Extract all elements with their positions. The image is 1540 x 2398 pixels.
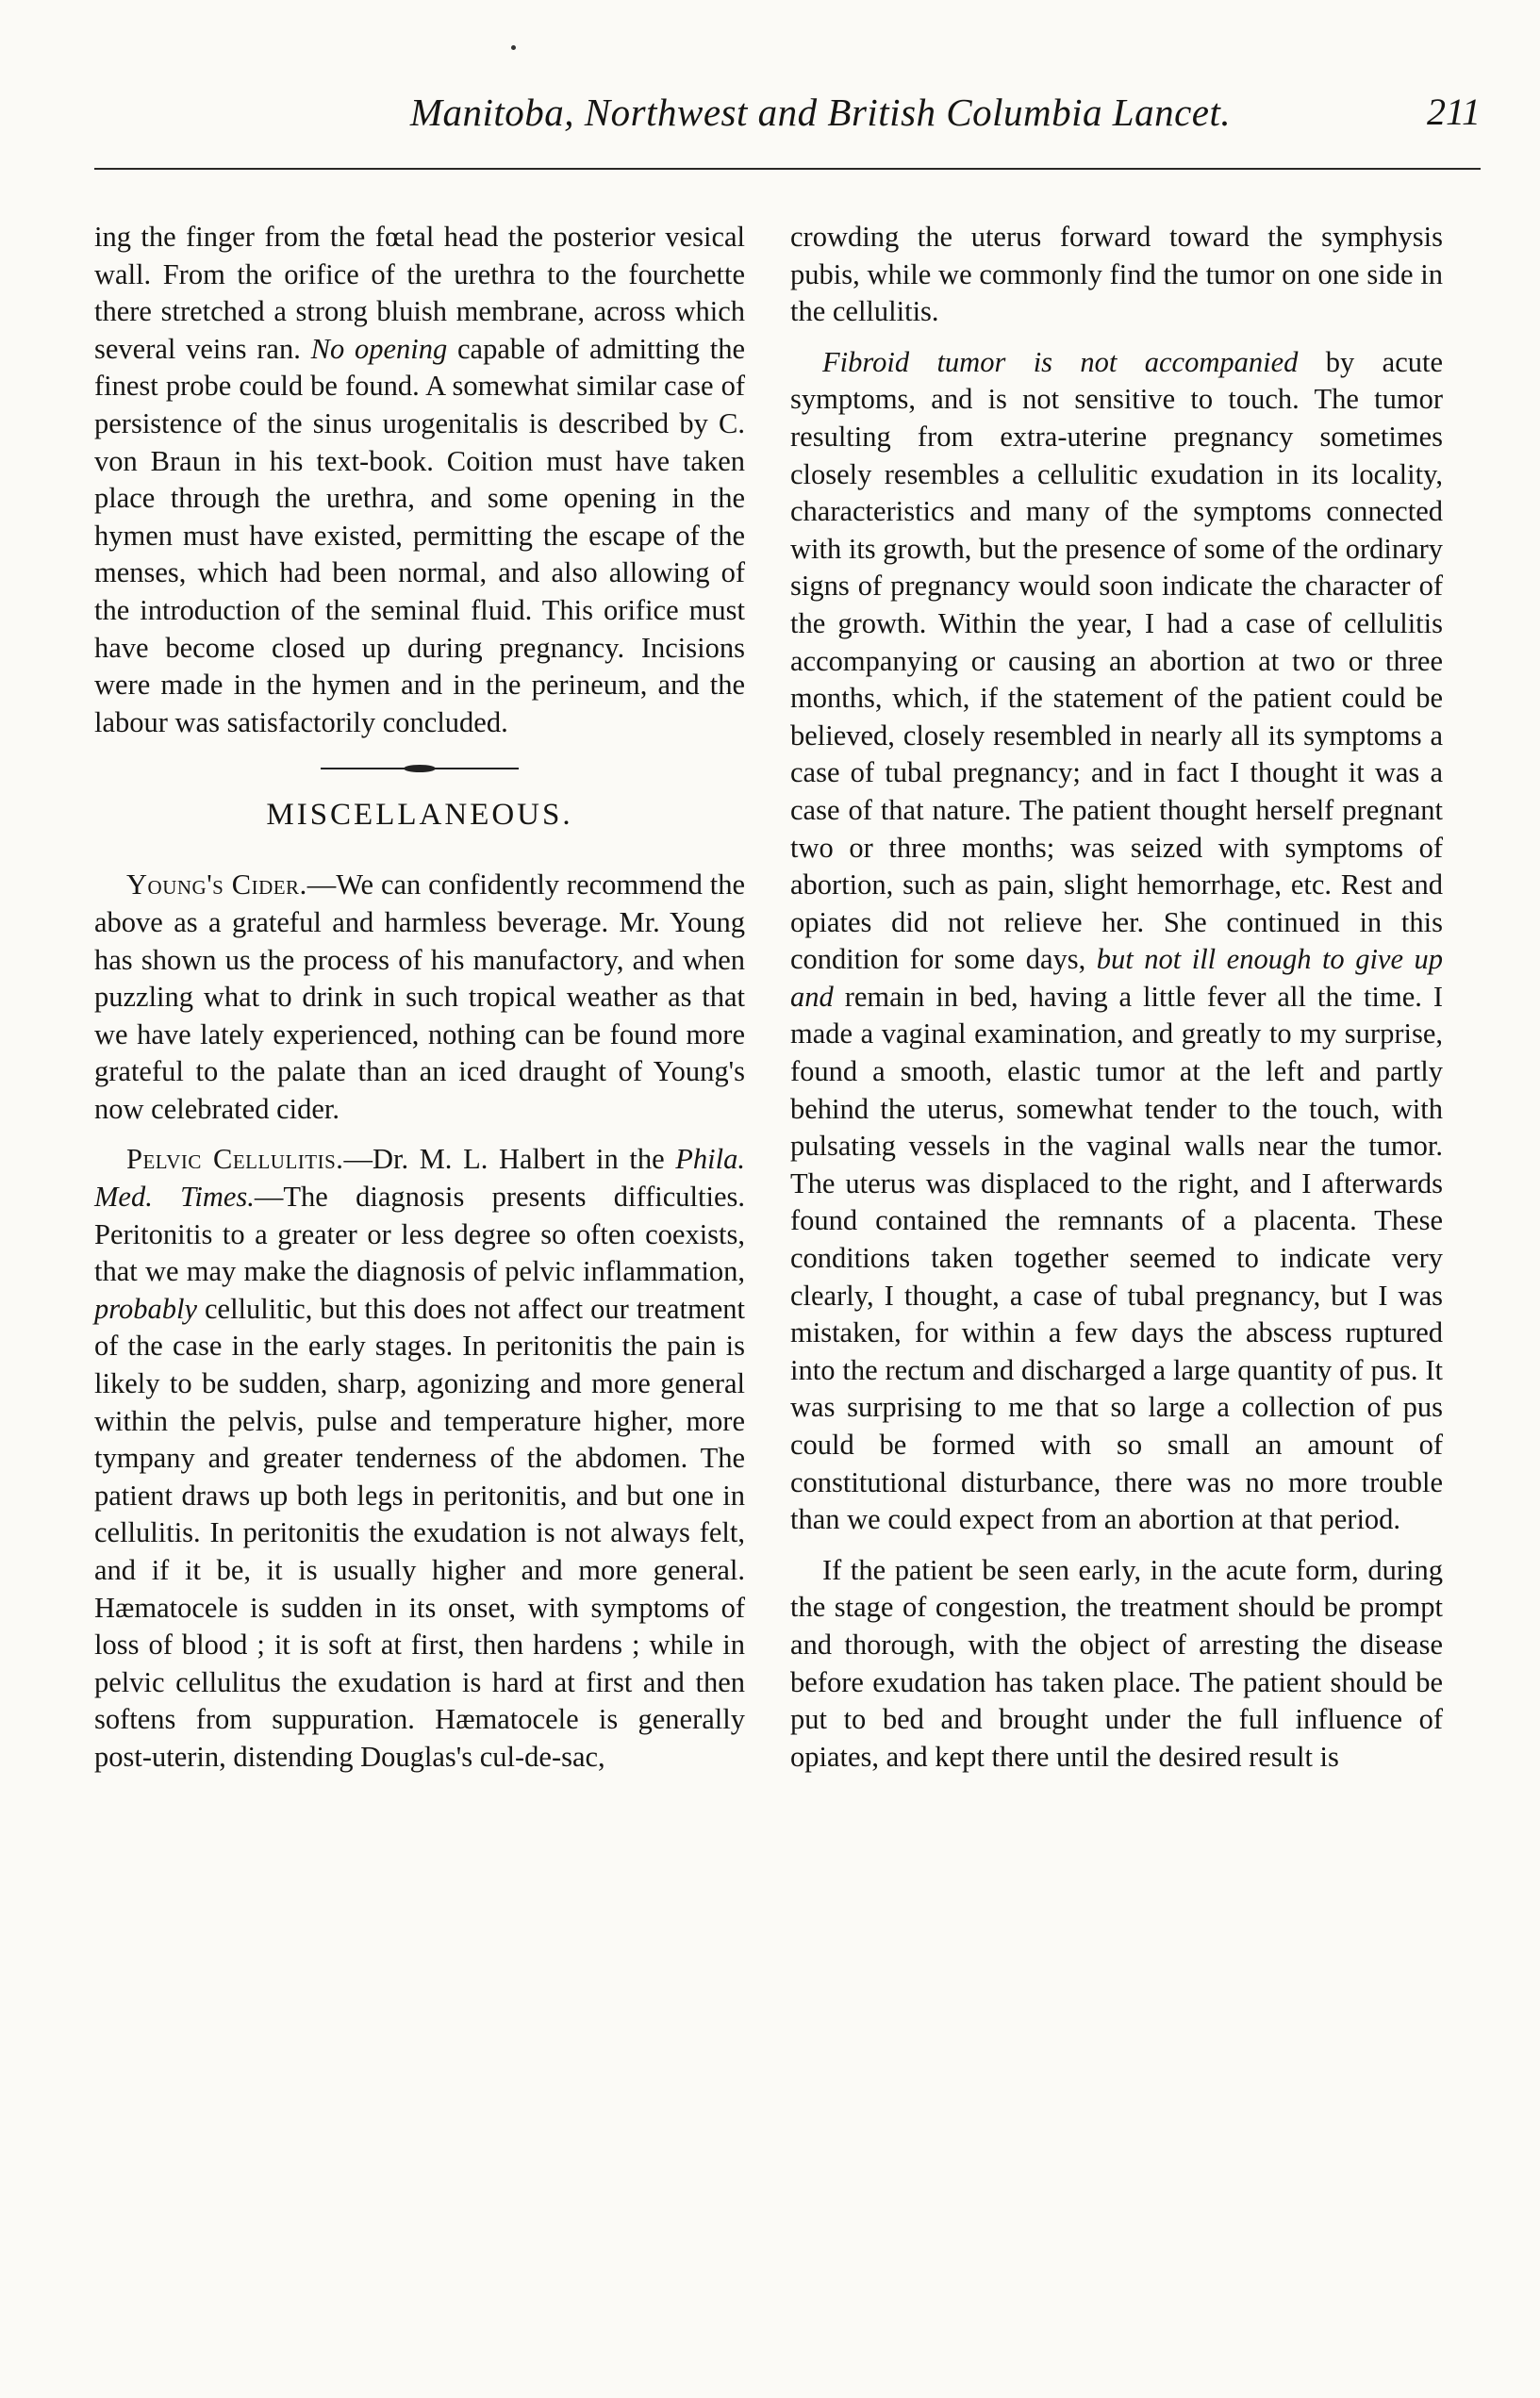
run-in-heading: Young's Cider. [126, 868, 307, 901]
text-run: capable of admitting the finest probe could be found. A somewhat similar case of persistence of the sinus urogenitalis is described by C. von Braun in his text-book. Coition must have taken place through the urethra, and some opening in the hymen must have existed, permitting the escape of the menses, which had been normal, and also allowing of the introduction of the seminal fluid. This orifice must have become closed up during pregnancy. Incisions were made in the hymen and in the perineum, and the labour was satisfactorily concluded. [94, 332, 745, 738]
text-run: cellulitic, but this does not affect our treatment of the case in the early stages. In peritonitis the pain is likely to be sudden, sharp, agonizing and more general within the pelvis, pulse and temperature higher, more tympany and greater tenderness of the abdomen. The patient draws up both legs in peritonitis, and but one in cellulitis. In peritonitis the exudation is not always felt, and if it be, it is usually higher and more general. Hæmatocele is sudden in its onset, with symptoms of loss of blood ; it is soft at first, then hardens ; while in pelvic cellulitus the exudation is hard at first and then softens from suppuration. Hæmatocele is generally post-uterin, distending Douglas's cul-de-sac, [94, 1292, 745, 1773]
text-run: ing the finger from the fœtal head the posterior vesical wall. From the orifice of the urethra to the fourchette there stretched a strong bluish membrane, across which several veins ran. [94, 221, 745, 365]
running-title: Manitoba, Northwest and British Columbia Lancet. [409, 91, 1232, 134]
text-run: by acute symptoms, and is not sensitive to touch. The tumor resulting from extra-uterine pregnancy sometimes closely resembles a cellulitic exudation in its locality, characteristics and many of the symptoms connected with its growth, but the presence of some of the ordinary signs of pregnancy would soon indicate the character of the growth. Within the year, I had a case of cellulitis accompanying or causing an abortion at two or three months, which, if the statement of the patient could be believed, closely resembled in nearly all its symptoms a case of tubal pregnancy; and in fact I thought it was a case of that nature. The patient thought herself pregnant two or three months; was seized with symptoms of abortion, such as pain, slight hemorrhage, etc. Rest and opiates did not relieve her. She continued in this condition for some days, [790, 345, 1444, 976]
text-run: —The diagnosis presents difficulties. Peritonitis to a greater or less degree so often coexists, that we may make the diagnosis of pelvic inflammation, [94, 1181, 745, 1288]
paragraph-fibroid-tumor [790, 344, 1443, 1539]
paragraph-continuation: crowding the uterus forward toward the symphysis pubis, while we commonly find the tumor on one side in the cellulitis. [790, 221, 1443, 328]
italic-run: Phila. Med. Times. [94, 1143, 745, 1214]
italic-run: No opening [310, 332, 448, 365]
text-run: —Dr. M. L. Halbert in the [343, 1143, 676, 1176]
section-heading: MISCELLANEOUS. [266, 798, 573, 833]
italic-run: probably [94, 1292, 197, 1325]
section-ornament [94, 764, 745, 773]
paragraph-treatment: If the patient be seen early, in the acute form, during the stage of congestion, the treatment should be prompt and thorough, with the object of arresting the disease before exudation has taken place. The patient should be put to bed and brought under the full influence of opiates, and kept there until the desired result is [790, 1553, 1443, 1773]
text-run: —We can confidently recommend the above as a grateful and harmless beverage. Mr. Young has shown us the process of his manufactory, and when puzzling what to drink in such tropical weather as that we have lately experienced, nothing can be found more grateful to the palate than an iced draught of Young's now celebrated cider. [94, 868, 746, 1125]
run-in-heading: Pelvic Cellulitis. [126, 1143, 344, 1176]
print-speck [511, 45, 516, 50]
paragraph-pelvic-cellulitis [94, 1141, 745, 1776]
italic-run: Fibroid tumor is not accompanied [822, 345, 1299, 378]
paragraph-youngs-cider [94, 867, 745, 1128]
italic-run: but not ill enough to give up and [790, 943, 1444, 1013]
header-rule [94, 168, 1481, 170]
running-header [94, 90, 1481, 146]
text-run: remain in bed, having a little fever all the time. I made a vaginal examination, and greatly to my surprise, found a smooth, elastic tumor at the left and partly behind the uterus, somewhat tender to the touch, with pulsating vessels in the vaginal walls near the tumor. The uterus was displaced to the right, and I afterwards found contained the remnants of a placenta. These conditions taken together seemed to indicate very clearly, I thought, a case of tubal pregnancy, but I was mistaken, for within a few days the abscess ruptured into the rectum and discharged a large quantity of pus. It was surprising to me that so large a collection of pus could be formed with so small an amount of constitutional disturbance, there was no more trouble than we could expect from an abortion at that period. [790, 980, 1443, 1536]
paragraph-continuation [94, 219, 745, 741]
right-column [790, 219, 1443, 1789]
left-column [94, 219, 745, 1790]
page-number: 211 [1426, 91, 1481, 133]
